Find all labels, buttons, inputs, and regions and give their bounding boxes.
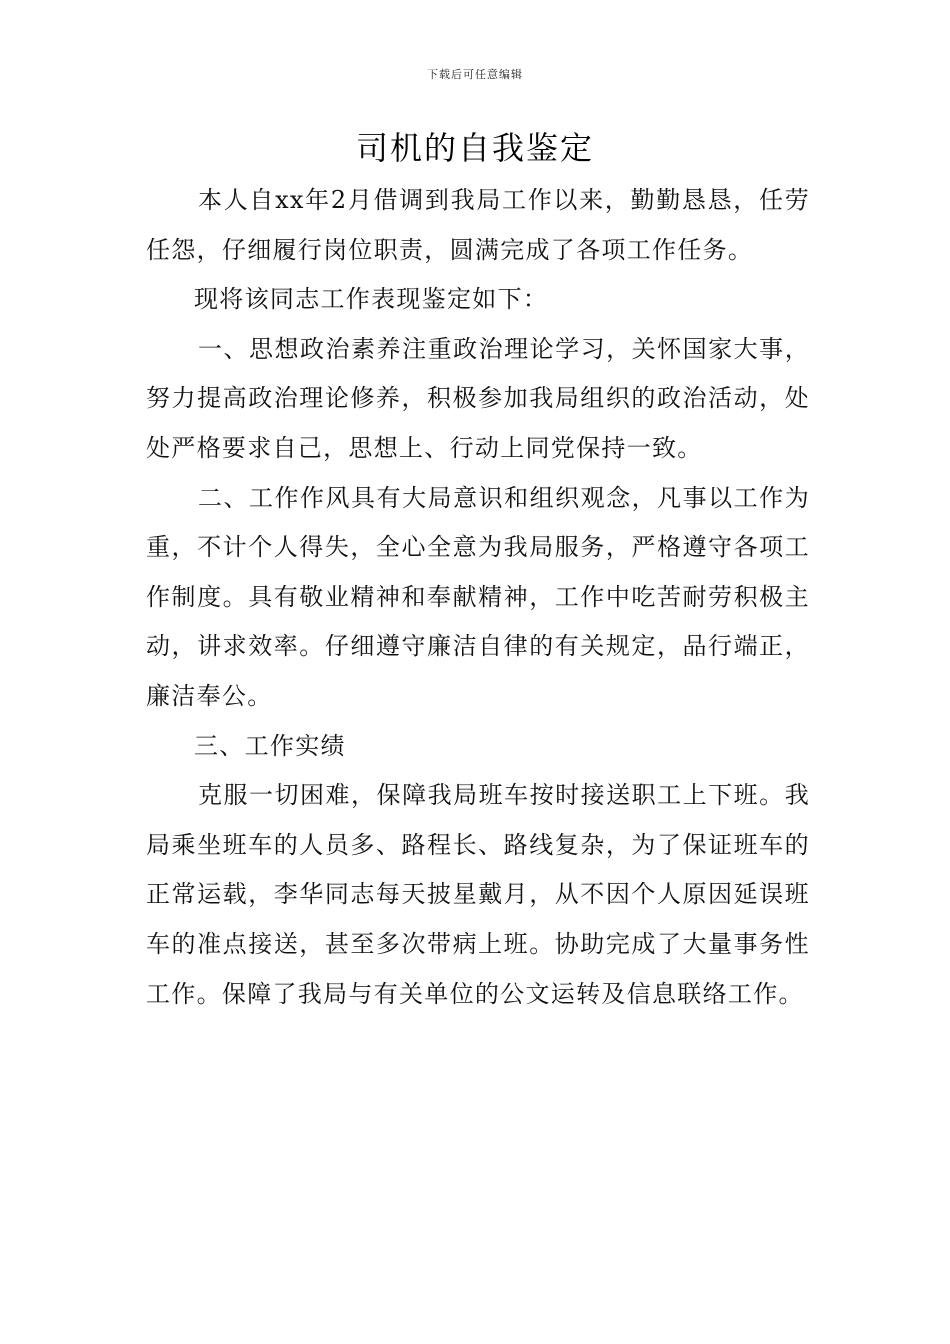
paragraph-intro: 本人自xx年2月借调到我局工作以来，勤勤恳恳，任劳任怨，仔细履行岗位职责，圆满完成了各项工作任务。 [146,186,810,264]
paragraph-work-style: 二、工作作风具有大局意识和组织观念，凡事以工作为重，不计个人得失，全心全意为我局服务，严格遵守各项工作制度。具有敬业精神和奉献精神，工作中吃苦耐劳积极主动，讲求效率。仔细遵守廉洁自律的有关规定，品行端正，廉洁奉公。 [146,483,810,710]
document-body [146,176,810,1019]
paragraph-summary-lead: 现将该同志工作表现鉴定如下： [194,285,549,314]
header-note: 下载后可任意编辑 [427,68,523,81]
page-title: 司机的自我鉴定 [355,129,594,167]
paragraph-achievements-heading: 三、工作实绩 [194,731,346,760]
paragraph-political-quality: 一、思想政治素养注重政治理论学习，关怀国家大事，努力提高政治理论修养，积极参加我局组织的政治活动，处处严格要求自己，思想上、行动上同党保持一致。 [146,334,810,462]
paragraph-achievements: 克服一切困难，保障我局班车按时接送职工上下班。我局乘坐班车的人员多、路程长、路线复杂，为了保证班车的正常运载，李华同志每天披星戴月，从不因个人原因延误班车的准点接送，甚至多次带病上班。协助完成了大量事务性工作。保障了我局与有关单位的公文运转及信息联络工作。 [146,781,810,1008]
